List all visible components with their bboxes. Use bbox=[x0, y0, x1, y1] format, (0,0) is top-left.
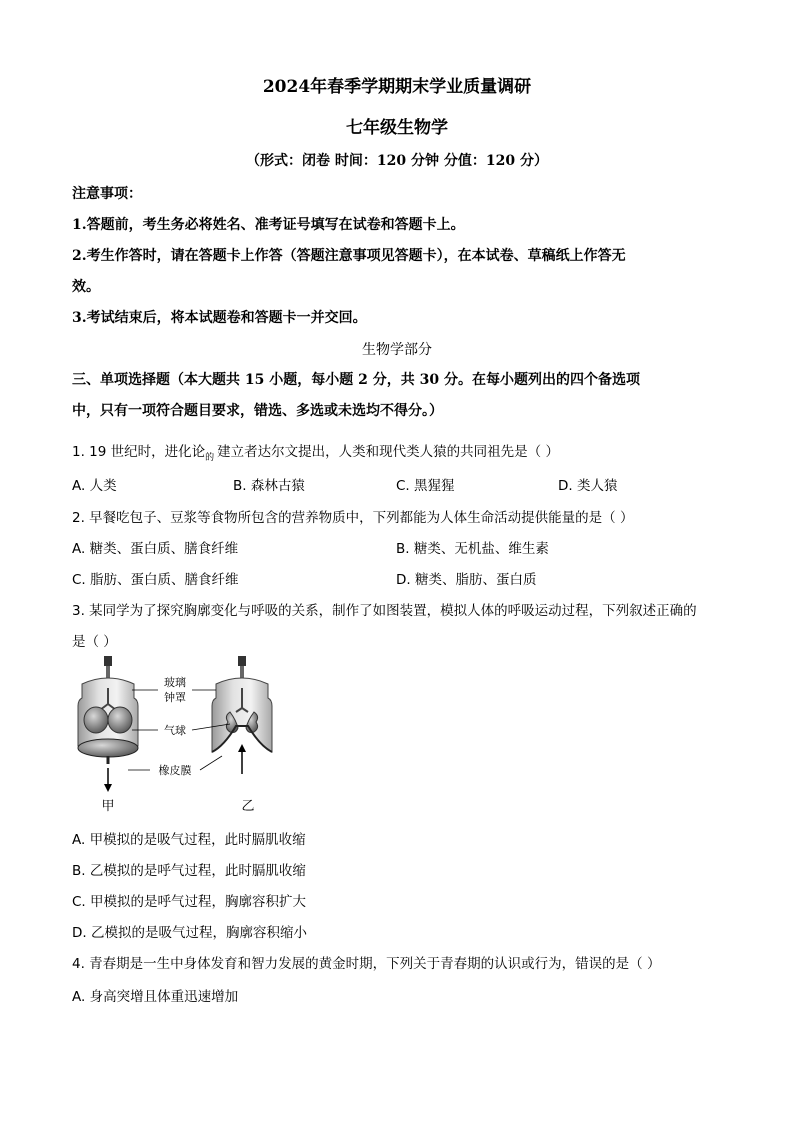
question-3-option-c[interactable]: C. 甲模拟的是呼气过程，胸廓容积扩大 bbox=[72, 894, 307, 910]
question-2-stem: 2. 早餐吃包子、豆浆等食物所包含的营养物质中，下列都能为人体生命活动提供能量的是（ ） bbox=[72, 510, 634, 526]
notice-item: 1.答题前，考生务必将姓名、准考证号填写在试卷和答题卡上。 bbox=[72, 217, 465, 233]
jar-a bbox=[78, 656, 138, 792]
notice-heading: 注意事项： bbox=[72, 186, 142, 202]
exam-title: 2024年春季学期期末学业质量调研 bbox=[262, 77, 532, 97]
stem-part: 1. 19 世纪时，进化论 bbox=[72, 444, 206, 460]
exam-info: （形式：闭卷 时间：120 分钟 分值：120 分） bbox=[246, 153, 548, 169]
section-heading: 三、单项选择题（本大题共 15 小题，每小题 2 分，共 30 分。在每小题列出的四个备选项 bbox=[72, 372, 640, 388]
exam-subtitle: 七年级生物学 bbox=[346, 118, 448, 138]
question-3-option-a[interactable]: A. 甲模拟的是吸气过程，此时膈肌收缩 bbox=[72, 832, 306, 848]
question-2-option-b[interactable]: B. 糖类、无机盐、维生素 bbox=[396, 541, 549, 557]
part-title: 生物学部分 bbox=[362, 342, 432, 358]
bell-jar-figure bbox=[70, 656, 300, 816]
question-2-option-c[interactable]: C. 脂肪、蛋白质、膳食纤维 bbox=[72, 572, 239, 588]
notice-item: 效。 bbox=[72, 279, 100, 295]
label-glass: 玻璃 bbox=[164, 676, 186, 689]
label-yi: 乙 bbox=[241, 799, 255, 814]
stem-part: 建立者达尔文提出，人类和现代类人猿的共同祖先是（ ） bbox=[217, 444, 559, 460]
question-1-option-b[interactable]: B. 森林古猿 bbox=[233, 478, 305, 494]
question-3-option-b[interactable]: B. 乙模拟的是呼气过程，此时膈肌收缩 bbox=[72, 863, 306, 879]
question-3-option-d[interactable]: D. 乙模拟的是吸气过程，胸廓容积缩小 bbox=[72, 925, 307, 941]
question-4-stem: 4. 青春期是一生中身体发育和智力发展的黄金时期，下列关于青春期的认识或行为，错误的是（ ） bbox=[72, 956, 661, 972]
question-2-option-a[interactable]: A. 糖类、蛋白质、膳食纤维 bbox=[72, 541, 239, 557]
question-1-option-c[interactable]: C. 黑猩猩 bbox=[396, 478, 455, 494]
label-jia: 甲 bbox=[101, 799, 115, 814]
label-jar: 钟罩 bbox=[164, 691, 186, 704]
notice-item: 3.考试结束后，将本试题卷和答题卡一并交回。 bbox=[72, 310, 367, 326]
question-1-stem bbox=[72, 440, 559, 463]
label-membrane: 橡皮膜 bbox=[158, 764, 192, 777]
section-heading-cont: 中，只有一项符合题目要求，错选、多选或未选均不得分。） bbox=[72, 403, 443, 419]
question-3-stem-cont: 是（ ） bbox=[72, 634, 117, 650]
question-1-option-a[interactable]: A. 人类 bbox=[72, 478, 117, 494]
label-balloon: 气球 bbox=[164, 724, 186, 737]
question-2-option-d[interactable]: D. 糖类、脂肪、蛋白质 bbox=[396, 572, 537, 588]
question-3-stem: 3. 某同学为了探究胸廓变化与呼吸的关系，制作了如图装置，模拟人体的呼吸运动过程，下列叙述正确的 bbox=[72, 603, 697, 619]
notice-item: 2.考生作答时，请在答题卡上作答（答题注意事项见答题卡），在本试卷、草稿纸上作答无 bbox=[72, 248, 626, 264]
stem-superscript: 的 bbox=[205, 453, 215, 463]
question-1-option-d[interactable]: D. 类人猿 bbox=[558, 478, 618, 494]
question-4-option-a[interactable]: A. 身高突增且体重迅速增加 bbox=[72, 989, 239, 1005]
